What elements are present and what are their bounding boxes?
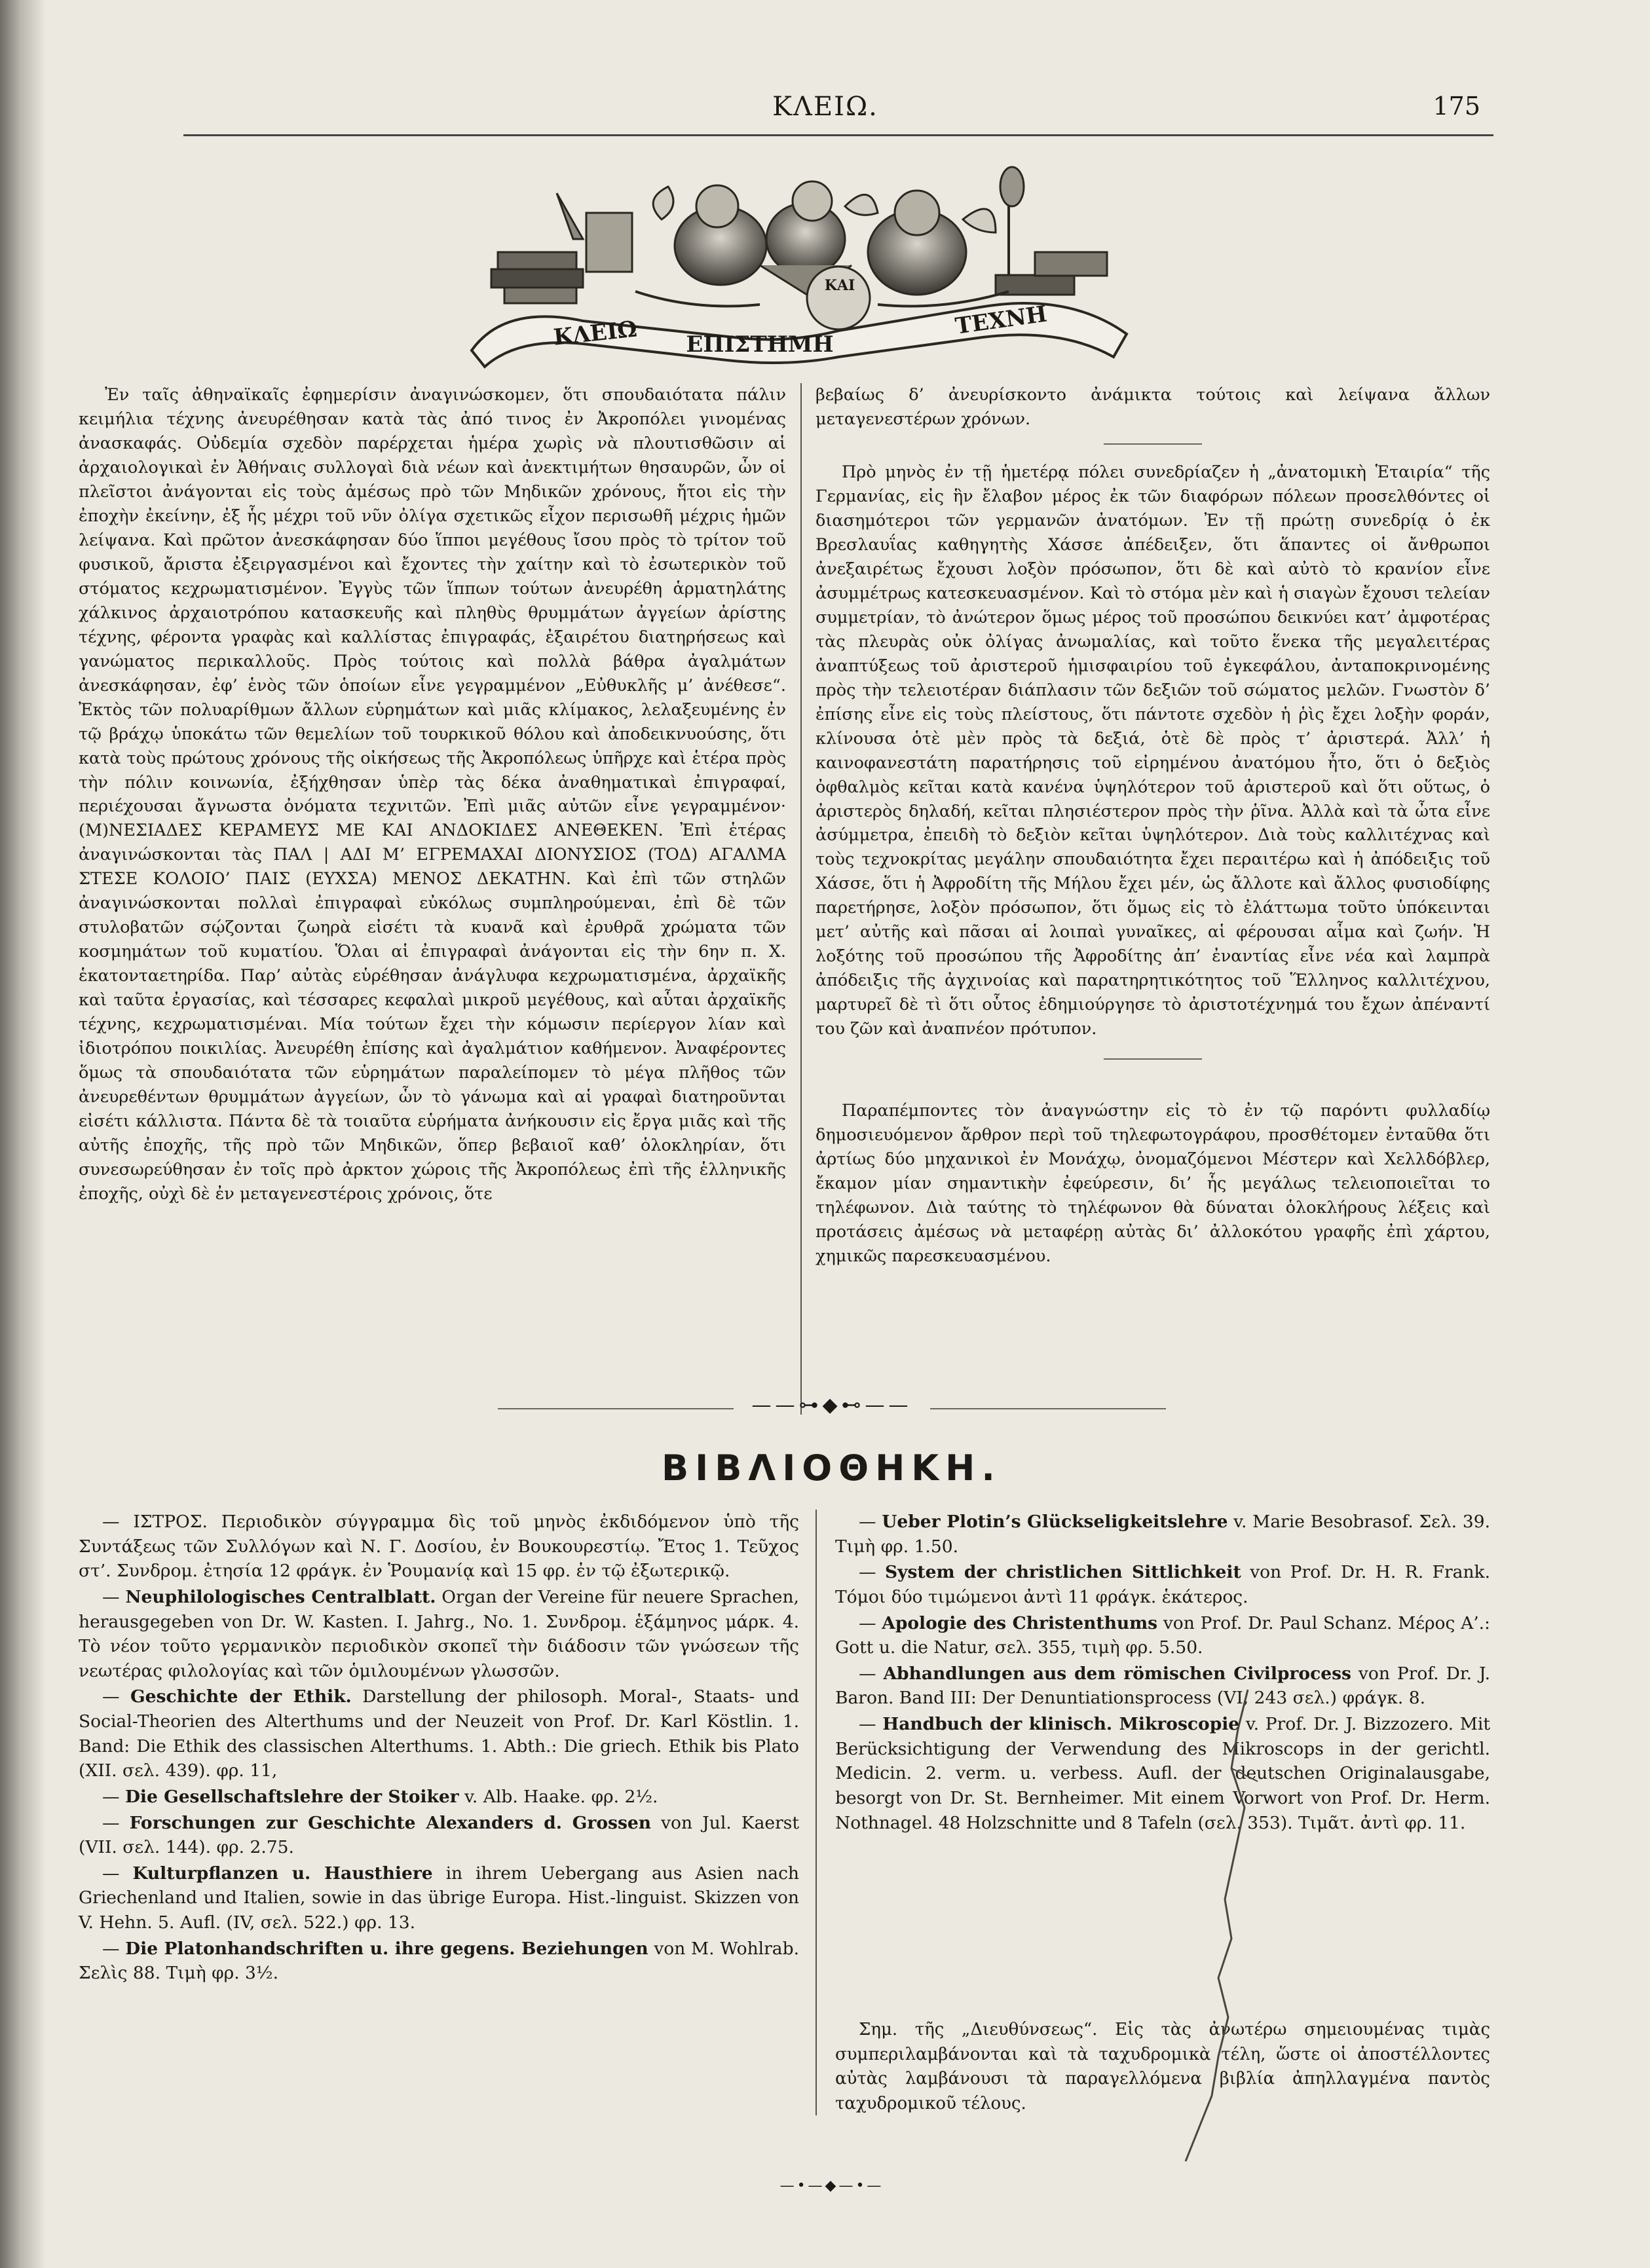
bibliography-left-column [79, 1510, 799, 1987]
section-title-bibliotheke: ΒΙΒΛΙΟΘΗΚΗ. [662, 1447, 1002, 1489]
bibliography-entry: — Geschichte der Ethik. Darstellung der philosoph. Moral-, Staats- und Social-Theorien des Alterthums und der Neuzeit von Prof. Dr. Karl Köstlin. 1. Band: Die Ethik des classischen Alterthums. 1. Abth.: Die griech. Ethik bis Plato (XII. σελ. 439). φρ. 11, [79, 1686, 799, 1781]
banner-word-episteme: ΕΠΙΣΤΗΜΗ [686, 331, 834, 358]
banner-word-kleio: ΚΛΕΙΩ [552, 316, 639, 351]
page-number: 175 [1433, 92, 1480, 121]
article-paragraph: Ἐν ταῖς ἀθηναϊκαῖς ἐφημερίσιν ἀναγινώσκομεν, ὅτι σπουδαιότατα πάλιν κειμήλια τέχνης ἀνευρέθησαν κατὰ τὰς ἀπό τινος ἐν Ἀκροπόλει γινομένας ἀνασκαφάς. Οὐδεμία σχεδὸν παρέρχεται ἡμέρα χωρὶς νὰ πλουτισθῶσιν αἱ ἀρχαιολογικαὶ ἐν Ἀθήναις συλλογαὶ διὰ νέων καὶ ἀνεκτιμήτων θησαυρῶν, ὧν οἱ πλεῖστοι ἀνάγονται εἰς τοὺς ἀμέσως πρὸ τῶν Μηδικῶν χρόνους, ἤτοι εἰς τὴν ἐποχὴν ἐκείνην, ἐξ ἧς μέχρι τοῦ νῦν ὀλίγα σχετικῶς εἶχον περισωθῆ μέχρις ἡμῶν λείψανα. Καὶ πρῶτον ἀνεσκάφησαν δύο ἵπποι μεγέθους ἴσου πρὸς τὸ τρίτον τοῦ φυσικοῦ, ἄριστα ἐξειργασμένοι καὶ ἔχοντες τὴν χαίτην καὶ τὸ ἐσωτερικὸν τοῦ στόματος κεχρωματισμένον. Ἐγγὺς τῶν ἵππων τούτων ἀνευρέθη ἁρματηλάτης χάλκινος ἀρχαιοτρόπου κατασκευῆς καὶ πληθὺς θρυμμάτων ἀγγείων ἀρίστης τέχνης, φέροντα γραφὰς καὶ καλλίστας ἐπιγραφάς, ἐξαιρέτου διατηρήσεως καὶ γανώματος περικαλλοῦς. Πρὸς τούτοις καὶ πολλὰ βάθρα ἀγαλμάτων ἀνεσκάφησαν, ἐφ’ ἑνὸς τῶν ὁποίων εἶνε γεγραμμένον „Εὐθυκλῆς μ’ ἀνέθεσε“. Ἐκτὸς τῶν πολυαρίθμων ἄλλων εὑρημάτων καὶ μιᾶς κλίμακος, λελαξευμένης ἐν τῷ βράχῳ ὑποκάτω τῶν θεμελίων τοῦ τουρκικοῦ θόλου καὶ ἀποδεικνυούσης, ὅτι κατὰ τοὺς πρώτους χρόνους τῆς οἰκήσεως τῆς Ἀκροπόλεως ὑπῆρχε καὶ ἑτέρα πρὸς τὴν πόλιν κοινωνία, ἐξήχθησαν ὑπὲρ τὰς δέκα ἀναθηματικαὶ ἐπιγραφαί, περιέχουσαι ἄγνωστα ὀνόματα τεχνιτῶν. Ἐπὶ μιᾶς αὐτῶν εἶνε γεγραμμένον· (Μ)ΝΕΣΙΑΔΕΣ ΚΕΡΑΜΕΥΣ ΜΕ ΚΑΙ ΑΝΔΟΚΙΔΕΣ ΑΝΕΘΕΚΕΝ. Ἐπὶ ἑτέρας ἀναγινώσκονται τὰς ΠΑΛ | ΑΔΙ Μ’ ΕΓΡΕΜΑΧΑΙ ΔΙΟΝΥΣΙΟΣ (ΤΟΔ) ΑΓΑΛΜΑ ΣΤΕΣΕ ΚΟΛΟΙΟ’ ΠΑΙΣ (ΕΥΧΣΑ) ΜΕΝΟΣ ΔΕΚΑΤΗΝ. Καὶ ἐπὶ τῶν στηλῶν ἀναγινώσκονται πολλαὶ ἐπιγραφαὶ εὐκόλως συμπληρούμεναι, ἐπὶ δὲ τῶν στυλοβατῶν σῴζονται ζωηρὰ εἰσέτι τὰ κυανᾶ καὶ ἐρυθρᾶ χρώματα τῶν κοσμημάτων τοῦ κυματίου. Ὅλαι αἱ ἐπιγραφαὶ ἀνάγονται εἰς τὴν 6ην π. Χ. ἑκατονταετηρίδα. Παρ’ αὐτὰς εὑρέθησαν ἀνάγλυφα κεχρωματισμένα, ἀρχαϊκῆς καὶ ταῦτα ἐργασίας, καὶ τέσσαρες κεφαλαὶ μικροῦ μεγέθους, καὶ αὗται ἀρχαϊκῆς τέχνης, κεχρωματισμέναι. Μία τούτων ἔχει τὴν κόμωσιν περίεργον λίαν καὶ ἰδιοτρόπου ποικιλίας. Ἀνευρέθη ἐπίσης καὶ ἀγαλμάτιον καθήμενον. Ἀναφέροντες ὅμως τὰ σπουδαιότατα τῶν εὑρημάτων παραλείπομεν τὸ μέγα πλῆθος τῶν ἀνευρεθέντων θρυμμάτων ἀγγείων, ὧν τὸ γάνωμα καὶ αἱ γραφαὶ διατηροῦνται εἰσέτι κάλλιστα. Πάντα δὲ τὰ τοιαῦτα εὑρήματα ἀνήκουσιν εἰς ἔργα μιᾶς καὶ τῆς αὐτῆς ἐποχῆς, τῆς πρὸ τῶν Μηδικῶν, ὅπερ βεβαιοῖ καθ’ ὁλοκληρίαν, ὅτι συνεσωρεύθησαν ἐν τοῖς πρὸ ἀρκτον χώροις τῆς Ἀκροπόλεως ἐπὶ τῆς ἑλληνικῆς ἐποχῆς, οὐχὶ δὲ ἐν μεταγενεστέροις χρόνοις, ὅτε [79, 385, 786, 1204]
paragraph-separator-rule [1104, 1058, 1202, 1060]
bibliography-entry: — Forschungen zur Geschichte Alexanders d. Grossen von Jul. Kaerst (VII. σελ. 144). φρ. 2.75. [79, 1812, 799, 1858]
bibliography-entry: — Abhandlungen aus dem römischen Civilprocess von Prof. Dr. J. Baron. Band III: Der Denuntiationsprocess (VI, 243 σελ.) φράγκ. 8. [835, 1663, 1490, 1709]
bibliography-entry: — Apologie des Christenthums von Prof. Dr. Paul Schanz. Μέρος Α’.: Gott u. die Natur, σελ. 355, τιμὴ φρ. 5.50. [835, 1612, 1490, 1658]
end-ornament: —•—◆—•— [779, 2178, 884, 2194]
article-paragraph: βεβαίως δ’ ἀνευρίσκοντο ἀνάμικτα τούτοις καὶ λείψανα ἄλλων μεταγενεστέρων χρόνων. [816, 385, 1490, 429]
bibliography-right-column [835, 1510, 1490, 1836]
article-paragraph: Πρὸ μηνὸς ἐν τῇ ἡμετέρᾳ πόλει συνεδρίαζεν ἡ „ἀνατομικὴ Ἑταιρία“ τῆς Γερμανίας, εἰς ἣν ἔλαβον μέρος ἐκ τῶν διαφόρων πόλεων προσελθόντες οἱ διασημότεροι τῶν γερμανῶν ἀνατόμων. Ἐν τῇ πρώτῃ συνεδρίᾳ ὁ ἐκ Βρεσλαυΐας καθηγητὴς Χάσσε ἀπέδειξεν, ὅτι ἅπαντες οἱ ἄνθρωποι ἀνεξαιρέτως ἔχουσι λοξὸν πρόσωπον, ὅτι δὲ καὶ αὐτὸ τὸ κρανίον εἶνε ἀσυμμέτρως κατεσκευασμένον. Καὶ τὸ στόμα μὲν καὶ ἡ σιαγὼν ἔχουσι τελείαν συμμετρίαν, τὸ ἀνώτερον ὅμως μέρος τοῦ προσώπου δεικνύει κατ’ ἀμφοτέρας τὰς πλευρὰς οὐκ ὀλίγας ἀνωμαλίας, καὶ τοῦτο ἕνεκα τῆς μεγαλειτέρας ἀναπτύξεως τοῦ ἀριστεροῦ ἡμισφαιρίου τοῦ ἐγκεφάλου, ἀνταποκρινομένης πρὸς τὴν τελειοτέραν διάπλασιν τῶν δεξιῶν τοῦ σώματος μελῶν. Γνωστὸν δ’ ἐπίσης εἶνε εἰς τοὺς πλείστους, ὅτι πάντοτε σχεδὸν ἡ ῥὶς ἔχει λοξὴν φοράν, κλίνουσα ὁτὲ μὲν πρὸς τὰ δεξιά, ὁτὲ δὲ πρὸς τ’ ἀριστερά. Ἀλλ’ ἡ καινοφανεστάτη παρατήρησις τοῦ εἰρημένου ἀνατόμου ἦτο, ὅτι ὁ δεξιὸς ὀφθαλμὸς κεῖται κατὰ κανένα ὑψηλότερον τοῦ ἀριστεροῦ καὶ ὅτι οὕτως, ὁ ἀριστερὸς δηλαδή, κεῖται πλησιέστερον πρὸς τὴν ῥῖνα. Ἀλλὰ καὶ τὰ ὦτα εἶνε ἀσύμμετρα, ἐπειδὴ τὸ δεξιὸν κεῖται ὑψηλότερον. Διὰ τοὺς καλλιτέχνας καὶ τοὺς τεχνοκρίτας μεγάλην σπουδαιότητα ἔχει περαιτέρω καὶ ἡ ἀπόδειξις τοῦ Χάσσε, ὅτι ἡ Ἀφροδίτη τῆς Μήλου ἔχει μέν, ὡς ἄλλοτε καὶ ἄλλος φυσιοδίφης παρετήρησε, λοξὸν πρόσωπον, ὅτι ὅμως εἰς τὸ ἐλάττωμα τοῦτο ὑπόκεινται μετ’ αὐτῆς καὶ πᾶσαι αἱ λοιπαὶ γυναῖκες, αἱ φέρουσαι αἷμα καὶ ζωήν. Ἡ λοξότης τοῦ προσώπου τῆς Ἀφροδίτης ἀπ’ ἐναντίας εἶνε νέα καὶ λαμπρὰ ἀπόδειξις τῆς ἀγχινοίας καὶ παρατηρητικότητος τοῦ Ἕλληνος καλλιτέχνου, μαρτυρεῖ δὲ τὶ ὅτι οὗτος ἐδημιούργησε τὸ ἀριστοτέχνημά του ἔχων ἀπέναντί του ζῶν καὶ ἀναπνέον πρότυπον. [816, 462, 1490, 1039]
page-header-title: ΚΛΕΙΩ. [772, 92, 878, 122]
banner-word-kai: ΚΑΙ [824, 277, 855, 294]
editorial-note: Σημ. τῆς „Διευθύνσεως“. Εἰς τὰς ἀνωτέρω σημειουμένας τιμὰς συμπεριλαμβάνονται καὶ τὰ ταχυδρομικὰ τέλη, ὥστε οἱ ἀποστέλλοντες αὐτὰς λαμβάνουσι τὰ παραγελλόμενα βιβλία ἀπηλλαγμένα παντὸς ταχυδρομικοῦ τέλους. [835, 2020, 1490, 2114]
article-right-column [816, 383, 1490, 1269]
article-left-column [79, 383, 786, 1206]
banner-word-techne: ΤΕΧΝΗ [953, 301, 1049, 340]
bibliography-entry: — ΙΣΤΡΟΣ. Περιοδικὸν σύγγραμμα δὶς τοῦ μηνὸς ἐκδιδόμενον ὑπὸ τῆς Συντάξεως τῶν Συλλόγων καὶ Ν. Γ. Δοσίου, ἐν Βουκουρεστίῳ. Ἔτος 1. Τεῦχος στ’. Συνδρομ. ἐτησία 12 φράγκ. ἐν Ῥουμανίᾳ καὶ 15 φρ. ἐν τῷ ἐξωτερικῷ. [79, 1512, 799, 1582]
page-gutter-shadow [0, 0, 46, 2268]
bibliography-entry: — Ueber Plotin’s Glückseligkeitslehre v. Marie Besobrasof. Σελ. 39. Τιμὴ φρ. 1.50. [835, 1512, 1490, 1557]
ornament-rule-left [498, 1408, 734, 1409]
bibliography-entry: — Die Platonhandschriften u. ihre gegens. Beziehungen von M. Wohlrab. Σελὶς 88. Τιμὴ φρ. 3½. [79, 1938, 799, 1984]
bibliography-column-divider [816, 1510, 817, 2115]
paragraph-separator-rule [1104, 443, 1202, 445]
header-rule [183, 134, 1493, 136]
masthead-vignette-illustration [419, 141, 1192, 383]
section-divider-ornament: ——⊶◆⊷—— [751, 1394, 912, 1417]
ornament-rule-right [930, 1408, 1166, 1409]
bibliography-entry: — Neuphilologisches Centralblatt. Organ der Vereine für neuere Sprachen, herausgegeben von Dr. W. Kasten. I. Jahrg., No. 1. Συνδρομ. ἑξάμηνος μάρκ. 4. Τὸ νέον τοῦτο γερμανικὸν περιοδικὸν σκοπεῖ τὴν διάδοσιν τῶν γνώσεων τῆς νεωτέρας φιλολογίας καὶ τῶν ὁμιλουμένων γλωσσῶν. [79, 1586, 799, 1681]
article-paragraph: Παραπέμποντες τὸν ἀναγνώστην εἰς τὸ ἐν τῷ παρόντι φυλλαδίῳ δημοσιευόμενον ἄρθρον περὶ τοῦ τηλεφωτογράφου, προσθέτομεν ἐνταῦθα ὅτι ἀρτίως δύο μηχανικοὶ ἐν Μονάχῳ, ὀνομαζόμενοι Μέστερν καὶ Χελλδόβλερ, ἔκαμον μίαν σημαντικὴν ἐφεύρεσιν, δι’ ἧς μεγάλως τελειοποιεῖται το τηλέφωνον. Διὰ ταύτης τὸ τηλέφωνον θὰ δύναται ὁλοκλήρους λέξεις καὶ προτάσεις ἀμέσως νὰ μεταφέρῃ αὐτὰς δι’ ἀλλοκότου γραφῆς ἐπὶ χάρτου, χημικῶς παρεσκευασμένου. [816, 1101, 1490, 1266]
column-divider [800, 383, 802, 1415]
bibliography-entry: — System der christlichen Sittlichkeit von Prof. Dr. H. R. Frank. Τόμοι δύο τιμώμενοι ἀντὶ 11 φράγκ. ἑκάτερος. [835, 1562, 1490, 1607]
bibliography-entry: — Handbuch der klinisch. Mikroscopie v. Prof. Dr. J. Bizzozero. Mit Berücksichtigung der Verwendung des Mikroscops in der gerichtl. Medicin. 2. verm. u. verbess. Aufl. der deutschen Originalausgabe, besorgt von Dr. St. Bernheimer. Mit einem Vorwort von Prof. Dr. Herm. Nothnagel. 48 Holzschnitte und 8 Tafeln (σελ. 353). Τιμᾶτ. ἀντὶ φρ. 11. [835, 1714, 1490, 1833]
bibliography-entry: — Die Gesellschaftslehre der Stoiker v. Alb. Haake. φρ. 2½. [102, 1786, 658, 1807]
bibliography-entry: — Kulturpflanzen u. Hausthiere in ihrem Uebergang aus Asien nach Griechenland und Italien, sowie in das übrige Europa. Hist.-linguist. Skizzen von V. Hehn. 5. Aufl. (IV, σελ. 522.) φρ. 13. [79, 1863, 799, 1933]
